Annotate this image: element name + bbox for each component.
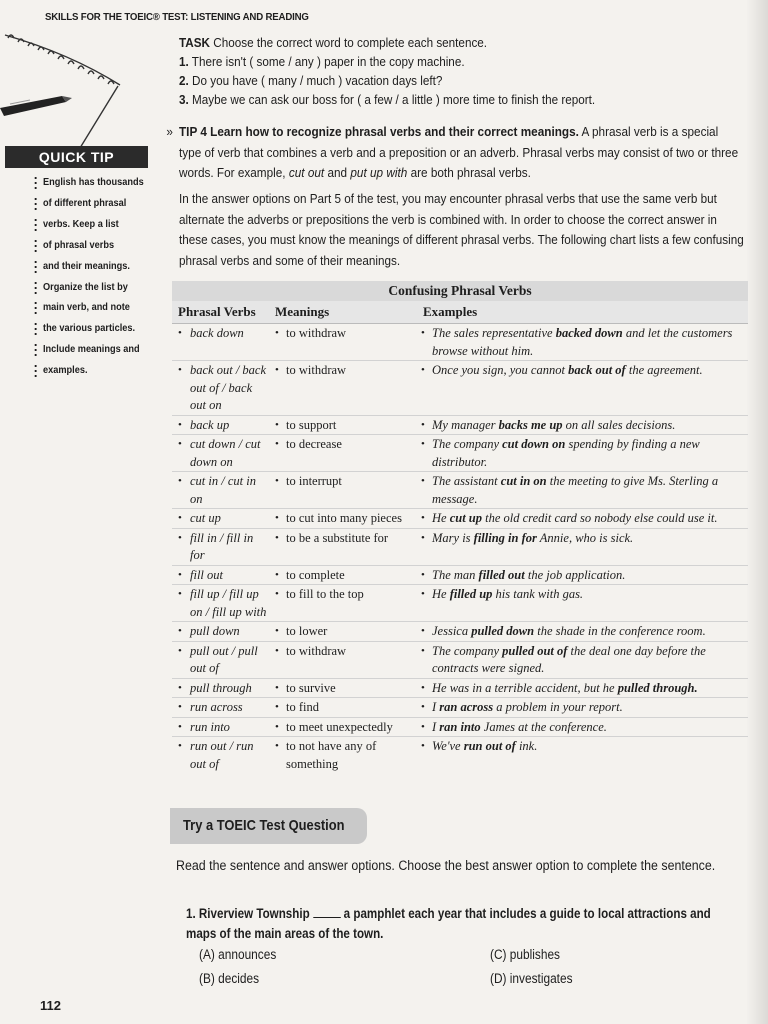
task-item bbox=[179, 52, 692, 71]
tip-4-text: are both phrasal verbs. bbox=[410, 165, 531, 180]
example-cell bbox=[416, 679, 748, 698]
example-cell bbox=[416, 718, 748, 737]
example-cell bbox=[416, 472, 748, 508]
example-text: The company bbox=[432, 643, 503, 658]
example-verb: filled up bbox=[449, 587, 493, 601]
meaning-cell: • to withdraw bbox=[270, 361, 416, 415]
meaning-cell: • to be a substitute for bbox=[270, 529, 416, 565]
table-row bbox=[172, 737, 748, 773]
example-text: the job application. bbox=[524, 567, 626, 582]
example-text: The assistant bbox=[432, 474, 501, 488]
table-row bbox=[172, 585, 748, 622]
page-number: 112 bbox=[40, 998, 61, 1013]
example-verb: cut in on bbox=[500, 474, 547, 488]
example-text: and let the customers browse without him. bbox=[432, 326, 733, 358]
table-row bbox=[172, 622, 748, 642]
running-head: SKILLS FOR THE TOEIC® TEST: LISTENING AND READING bbox=[45, 11, 309, 23]
tip-4-example: put up with bbox=[350, 165, 408, 180]
table-title: Confusing Phrasal Verbs bbox=[172, 281, 748, 301]
question-1 bbox=[186, 904, 719, 944]
meaning-cell: • to withdraw bbox=[270, 324, 416, 360]
table-row bbox=[172, 529, 748, 566]
example-verb: cut up bbox=[449, 511, 483, 525]
quick-tip-line: and their meanings. bbox=[43, 257, 153, 278]
task-item-number: 2. bbox=[179, 73, 189, 88]
meaning-cell: • to interrupt bbox=[270, 472, 416, 508]
example-text: Once you sign, you cannot bbox=[432, 363, 569, 377]
example-text: The man bbox=[432, 567, 479, 582]
example-verb: ran across bbox=[439, 700, 494, 714]
example-verb: ran into bbox=[439, 719, 481, 734]
answer-blank bbox=[313, 905, 341, 918]
phrasal-verb-cell: • run across bbox=[172, 698, 270, 717]
quick-tip-line: Organize the list by bbox=[43, 278, 153, 299]
phrasal-verb-cell: • fill up / fill up on / fill up with bbox=[172, 585, 270, 621]
example-cell bbox=[416, 416, 748, 435]
quick-tip-line: the various particles. bbox=[43, 319, 153, 340]
quick-tip-line: main verb, and note bbox=[43, 298, 153, 319]
phrasal-verb-cell: • cut in / cut in on bbox=[172, 472, 270, 508]
example-text: the deal one day before the contracts were signed. bbox=[432, 643, 706, 675]
table-row bbox=[172, 435, 748, 472]
table-row bbox=[172, 324, 748, 361]
example-cell bbox=[416, 324, 748, 360]
meaning-cell: • to cut into many pieces bbox=[270, 509, 416, 528]
example-text: the meeting to give Ms. Sterling a message. bbox=[432, 474, 719, 506]
answer-option-b[interactable]: (B) decides bbox=[199, 971, 260, 986]
quick-tip-line: verbs. Keep a list bbox=[43, 215, 153, 236]
answer-option-a[interactable]: (A) announces bbox=[199, 947, 277, 962]
task-item bbox=[179, 90, 692, 109]
phrasal-verb-cell: • pull down bbox=[172, 622, 270, 641]
phrasal-verb-cell: • run out / run out of bbox=[172, 737, 270, 773]
meaning-cell: • to withdraw bbox=[270, 642, 416, 678]
table-row bbox=[172, 698, 748, 718]
task-item-number: 1. bbox=[179, 54, 189, 69]
example-verb: run out of bbox=[463, 739, 516, 753]
phrasal-verb-cell: • back down bbox=[172, 324, 270, 360]
example-cell bbox=[416, 737, 748, 773]
question-text: a pamphlet each year that includes a guide to local attractions and maps of the main areas of the town. bbox=[186, 906, 711, 941]
table-header-cell: Phrasal Verbs bbox=[178, 304, 256, 319]
example-text: The company bbox=[432, 437, 503, 451]
example-verb: filling in for bbox=[473, 530, 537, 545]
quick-tip-line: Include meanings and bbox=[43, 340, 153, 361]
example-cell bbox=[416, 698, 748, 717]
table-header-cell: Meanings bbox=[275, 304, 330, 319]
table-header-row bbox=[172, 301, 748, 324]
example-text: Mary is bbox=[432, 530, 474, 545]
table-row bbox=[172, 472, 748, 509]
question-text: Riverview Township bbox=[198, 906, 310, 921]
example-text: Annie, who is sick. bbox=[536, 530, 634, 545]
example-text: his tank with gas. bbox=[492, 587, 584, 601]
phrasal-verb-cell: • pull out / pull out of bbox=[172, 642, 270, 678]
table-row bbox=[172, 679, 748, 699]
example-text: spending by finding a new distributor. bbox=[432, 437, 700, 469]
quick-tip-line: English has thousands bbox=[43, 173, 153, 194]
example-text: He bbox=[432, 587, 450, 601]
example-text: a problem in your report. bbox=[493, 700, 623, 714]
task-item-number: 3. bbox=[179, 92, 189, 107]
example-verb: pulled out of bbox=[502, 643, 568, 658]
meaning-cell: • to find bbox=[270, 698, 416, 717]
example-text: He was in a terrible accident, but he bbox=[432, 680, 618, 695]
task-instruction bbox=[179, 33, 692, 52]
phrasal-verb-cell: • back up bbox=[172, 416, 270, 435]
quick-tip-body bbox=[43, 173, 163, 382]
answer-option-d[interactable]: (D) investigates bbox=[490, 971, 573, 986]
table-row bbox=[172, 361, 748, 416]
meaning-cell: • to decrease bbox=[270, 435, 416, 471]
tip-4-paragraph bbox=[166, 122, 740, 184]
example-cell bbox=[416, 435, 748, 471]
page-edge-shadow bbox=[746, 0, 768, 1024]
example-verb: backs me up bbox=[498, 417, 563, 432]
example-verb: filled out bbox=[478, 567, 525, 582]
table-body bbox=[172, 324, 748, 773]
meaning-cell: • to support bbox=[270, 416, 416, 435]
example-verb: pulled through. bbox=[617, 680, 698, 695]
example-text: the old credit card so nobody else could use it. bbox=[482, 511, 718, 525]
quick-tip-line: of phrasal verbs bbox=[43, 236, 153, 257]
example-text: Jessica bbox=[432, 624, 472, 638]
table-row bbox=[172, 566, 748, 586]
try-question-title: Try a TOEIC Test Question bbox=[183, 817, 345, 834]
tip-marker-icon: » bbox=[166, 124, 173, 139]
table-row bbox=[172, 642, 748, 679]
phrasal-verb-cell: • fill in / fill in for bbox=[172, 529, 270, 565]
intro-paragraph: In the answer options on Part 5 of the test, you may encounter phrasal verbs that use the same verb but alternate the adverbs or prepositions the verb is combined with. In order to choose the correct answer in these cases, you must know the meanings of different phrasal verbs. The following chart lists a few confusing phrasal verbs and some of their meanings. bbox=[179, 191, 744, 268]
meaning-cell: • to survive bbox=[270, 679, 416, 698]
example-verb: back out of bbox=[568, 363, 626, 377]
quick-tip-line: examples. bbox=[43, 361, 153, 382]
example-cell bbox=[416, 642, 748, 678]
example-text: My manager bbox=[432, 417, 499, 432]
example-cell bbox=[416, 361, 748, 415]
table-row bbox=[172, 718, 748, 738]
example-cell bbox=[416, 622, 748, 641]
example-text: The sales representative bbox=[432, 326, 556, 340]
answer-option-c[interactable]: (C) publishes bbox=[490, 947, 560, 962]
task-instruction-text: Choose the correct word to complete each sentence. bbox=[213, 35, 488, 50]
task-item-text: Do you have ( many / much ) vacation days left? bbox=[192, 73, 443, 88]
quick-tip-line: of different phrasal bbox=[43, 194, 153, 215]
phrasal-verb-cell: • cut up bbox=[172, 509, 270, 528]
example-verb: backed down bbox=[555, 326, 623, 340]
quick-tip-heading: QUICK TIP bbox=[5, 146, 148, 168]
example-text: ink. bbox=[515, 739, 538, 753]
task-label: TASK bbox=[179, 35, 210, 50]
example-text: We've bbox=[432, 739, 464, 753]
phrasal-verb-cell: • pull through bbox=[172, 679, 270, 698]
example-text: the agreement. bbox=[625, 363, 703, 377]
example-verb: cut down on bbox=[502, 437, 566, 451]
table-header-cell: Examples bbox=[423, 304, 478, 319]
phrasal-verb-cell: • fill out bbox=[172, 566, 270, 585]
example-text: I bbox=[432, 700, 440, 714]
tip-4-example: cut out bbox=[288, 165, 325, 180]
table-row bbox=[172, 509, 748, 529]
meaning-cell: • to meet unexpectedly bbox=[270, 718, 416, 737]
question-number: 1. bbox=[186, 906, 196, 921]
example-text: He bbox=[432, 511, 450, 525]
phrasal-verb-cell: • cut down / cut down on bbox=[172, 435, 270, 471]
try-instruction: Read the sentence and answer options. Choose the best answer option to complete the sentence. bbox=[176, 858, 716, 873]
task-item-text: Maybe we can ask our boss for ( a few / a little ) more time to finish the report. bbox=[192, 92, 596, 107]
example-cell bbox=[416, 566, 748, 585]
task-block bbox=[179, 33, 749, 109]
example-cell bbox=[416, 585, 748, 621]
meaning-cell: • to fill to the top bbox=[270, 585, 416, 621]
task-item bbox=[179, 71, 692, 90]
example-text: James at the conference. bbox=[480, 719, 607, 734]
example-text: the shade in the conference room. bbox=[534, 624, 706, 638]
table-row bbox=[172, 416, 748, 436]
meaning-cell: • to complete bbox=[270, 566, 416, 585]
meaning-cell: • to lower bbox=[270, 622, 416, 641]
example-text: on all sales decisions. bbox=[562, 417, 676, 432]
tip-4-text: A phrasal verb is a special type of verb that combines a verb and a preposition or an adverb. Phrasal verbs may consist of two or three words. For example, bbox=[179, 124, 739, 180]
tip-4-text: and bbox=[327, 165, 348, 180]
tip-4-heading: TIP 4 Learn how to recognize phrasal verbs and their correct meanings. bbox=[179, 124, 579, 139]
meaning-cell: • to not have any of something bbox=[270, 737, 416, 773]
phrasal-verbs-table bbox=[172, 281, 748, 773]
phrasal-verb-cell: • run into bbox=[172, 718, 270, 737]
notebook-pen-illustration bbox=[0, 30, 160, 150]
example-verb: pulled down bbox=[471, 624, 535, 638]
example-cell bbox=[416, 529, 748, 565]
task-item-text: There isn't ( some / any ) paper in the copy machine. bbox=[191, 54, 465, 69]
phrasal-verb-cell: • back out / back out of / back out on bbox=[172, 361, 270, 415]
example-text: I bbox=[432, 719, 440, 734]
example-cell bbox=[416, 509, 748, 528]
